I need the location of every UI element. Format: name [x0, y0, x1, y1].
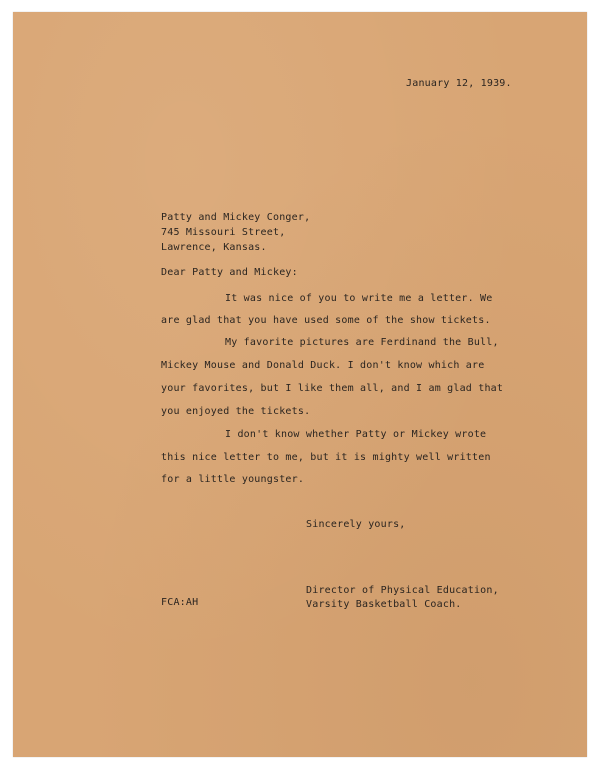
signature-title-2: Varsity Basketball Coach.: [306, 599, 462, 610]
letter-page: [13, 12, 587, 757]
letter-date: January 12, 1939.: [406, 78, 512, 89]
body-line-8: this nice letter to me, but it is mighty well written: [161, 452, 491, 463]
reference-initials: FCA:AH: [161, 597, 199, 608]
body-line-4: Mickey Mouse and Donald Duck. I don't know which are: [161, 360, 485, 371]
body-line-1: It was nice of you to write me a letter. We: [225, 293, 493, 304]
recipient-line-1: Patty and Mickey Conger,: [161, 212, 311, 223]
body-line-5: your favorites, but I like them all, and I am glad that: [161, 383, 504, 394]
body-line-6: you enjoyed the tickets.: [161, 406, 311, 417]
signature-title-1: Director of Physical Education,: [306, 585, 499, 596]
recipient-line-2: 745 Missouri Street,: [161, 227, 286, 238]
body-line-2: are glad that you have used some of the show tickets.: [161, 315, 491, 326]
body-line-9: for a little youngster.: [161, 474, 305, 485]
body-line-3: My favorite pictures are Ferdinand the Bull,: [225, 337, 499, 348]
recipient-line-3: Lawrence, Kansas.: [161, 242, 267, 253]
salutation: Dear Patty and Mickey:: [161, 267, 298, 278]
body-line-7: I don't know whether Patty or Mickey wrote: [225, 429, 487, 440]
closing: Sincerely yours,: [306, 519, 406, 530]
